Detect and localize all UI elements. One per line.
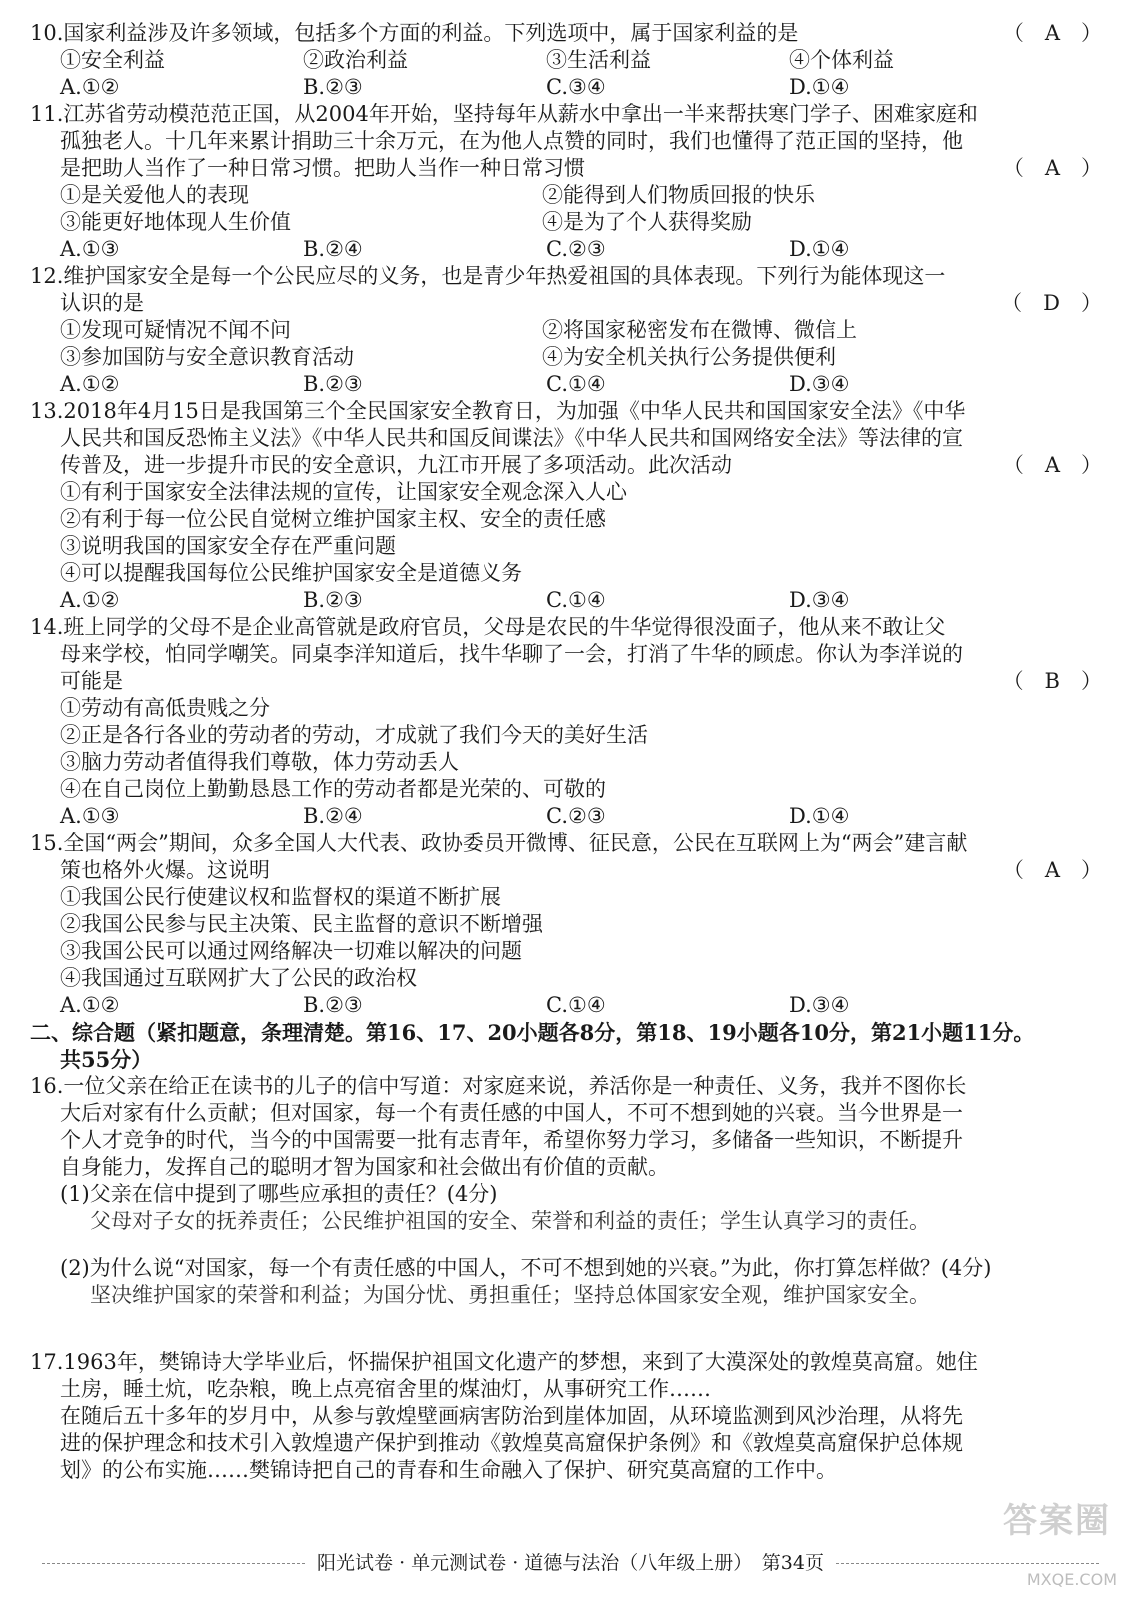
q16-subquestion-1: (1)父亲在信中提到了哪些应承担的责任？(4分) <box>60 1182 498 1206</box>
q11-stem-line-1: 11.江苏省劳动模范范正国，从2004年开始，坚持每年从薪水中拿出一半来帮扶寒门学子、困难家庭和 <box>30 102 978 126</box>
q11-choice-c: C.②③ <box>546 237 606 261</box>
q10-stem <box>30 20 1112 47</box>
spacer <box>30 1235 1112 1255</box>
q14-opt-1: ①劳动有高低贵贱之分 <box>60 696 270 720</box>
q12-opt-2: ②将国家秘密发布在微博、微信上 <box>542 318 857 342</box>
q11-opt-1: ①是关爱他人的表现 <box>60 183 249 207</box>
q11-choice-d: D.①④ <box>789 237 850 261</box>
q11-stem-text: 是把助人当作了一种日常习惯。把助人当作一种日常习惯 <box>60 156 585 180</box>
q11-stem-line-2: 孤独老人。十几年来累计捐助三十余万元，在为他人点赞的同时，我们也懂得了范正国的坚持，他 <box>60 129 963 153</box>
q10-choices <box>30 74 1112 101</box>
q12-opt-4: ④为安全机关执行公务提供便利 <box>542 345 836 369</box>
q14-stem-line-1: 14.班上同学的父母不是企业高管就是政府官员，父母是农民的牛华觉得很没面子，他从来不敢让父 <box>30 615 946 639</box>
q13-opt-1: ①有利于国家安全法律法规的宣传，让国家安全观念深入人心 <box>60 480 627 504</box>
q14-choices <box>30 803 1112 830</box>
q12-stem-text: 认识的是 <box>60 291 144 315</box>
q12-answer: （ D ） <box>1001 291 1102 315</box>
q15-stem-line-1: 15.全国“两会”期间，众多全国人大代表、政协委员开微博、征民意，公民在互联网上为“两会”建言献 <box>30 831 968 855</box>
q15-stem-line-2 <box>30 857 1112 884</box>
q11-choice-b: B.②④ <box>303 237 363 261</box>
q11-choices <box>30 236 1112 263</box>
q13-stem-line-2: 人民共和国反恐怖主义法》《中华人民共和国反间谍法》《中华人民共和国网络安全法》等法律的宣 <box>60 426 963 450</box>
footer-divider-left <box>42 1563 305 1564</box>
q10-opt-3: ③生活利益 <box>546 48 651 72</box>
q13-choice-b: B.②③ <box>303 588 363 612</box>
q17-stem-line-4: 进的保护理念和技术引入敦煌遗产保护到推动《敦煌莫高窟保护条例》和《敦煌莫高窟保护总体规 <box>60 1431 963 1455</box>
q13-choice-c: C.①④ <box>546 588 606 612</box>
section-2-heading: 二、综合题（紧扣题意，条理清楚。第16、17、20小题各8分，第18、19小题各10分，第21小题11分。 <box>30 1020 1035 1045</box>
q10-choice-a: A.①② <box>60 75 120 99</box>
q11-opt-3: ③能更好地体现人生价值 <box>60 210 291 234</box>
q10-choice-c: C.③④ <box>546 75 606 99</box>
q10-opt-4: ④个体利益 <box>789 48 894 72</box>
q17-stem-line-2: 土房，睡土炕，吃杂粮，晚上点亮宿舍里的煤油灯，从事研究工作…… <box>60 1377 711 1401</box>
q10-choice-b: B.②③ <box>303 75 363 99</box>
q14-choice-c: C.②③ <box>546 804 606 828</box>
q12-choice-b: B.②③ <box>303 372 363 396</box>
q14-opt-3: ③脑力劳动者值得我们尊敬，体力劳动丢人 <box>60 750 459 774</box>
q12-opt-3: ③参加国防与安全意识教育活动 <box>60 345 354 369</box>
q13-opt-3: ③说明我国的国家安全存在严重问题 <box>60 534 396 558</box>
q13-choices <box>30 587 1112 614</box>
q16-answer-2: 坚决维护国家的荣誉和利益；为国分忧、勇担重任；坚持总体国家安全观，维护国家安全。 <box>90 1283 930 1307</box>
q17-stem-line-3: 在随后五十多年的岁月中，从参与敦煌壁画病害防治到崖体加固，从环境监测到风沙治理，从将先 <box>60 1404 963 1428</box>
q11-opt-4: ④是为了个人获得奖励 <box>542 210 752 234</box>
q13-stem-line-1: 13.2018年4月15日是我国第三个全民国家安全教育日，为加强《中华人民共和国国家安全法》《中华 <box>30 399 966 423</box>
q14-opt-2: ②正是各行各业的劳动者的劳动，才成就了我们今天的美好生活 <box>60 723 648 747</box>
q14-opt-4: ④在自己岗位上勤勤恳恳工作的劳动者都是光荣的、可敬的 <box>60 777 606 801</box>
spacer <box>30 1309 1112 1329</box>
q15-opt-1: ①我国公民行使建议权和监督权的渠道不断扩展 <box>60 885 501 909</box>
q13-stem-line-3 <box>30 452 1112 479</box>
q11-options-row-2 <box>30 209 1112 236</box>
q12-choices <box>30 371 1112 398</box>
q13-choice-a: A.①② <box>60 588 120 612</box>
q12-stem-line-1: 12.维护国家安全是每一个公民应尽的义务，也是青少年热爱祖国的具体表现。下列行为能体现这一 <box>30 264 946 288</box>
q13-stem-text: 传普及，进一步提升市民的安全意识，九江市开展了多项活动。此次活动 <box>60 453 732 477</box>
q11-choice-a: A.①③ <box>60 237 120 261</box>
q15-choice-b: B.②③ <box>303 993 363 1017</box>
q16-stem-line-2: 大后对家有什么贡献；但对国家，每一个有责任感的中国人，不可不想到她的兴衰。当今世界是一 <box>60 1101 963 1125</box>
q15-choices <box>30 992 1112 1019</box>
q14-stem-line-2: 母来学校，怕同学嘲笑。同桌李洋知道后，找牛华聊了一会，打消了牛华的顾虑。你认为李洋说的 <box>60 642 963 666</box>
q10-answer: （ A ） <box>1002 21 1102 45</box>
q14-choice-b: B.②④ <box>303 804 363 828</box>
q16-stem-line-1: 16.一位父亲在给正在读书的儿子的信中写道：对家庭来说，养活你是一种责任、义务，我并不图你长 <box>30 1074 967 1098</box>
q12-choice-d: D.③④ <box>789 372 850 396</box>
q15-choice-a: A.①② <box>60 993 120 1017</box>
footer-divider-right <box>836 1563 1099 1564</box>
q15-opt-2: ②我国公民参与民主决策、民主监督的意识不断增强 <box>60 912 543 936</box>
q12-stem-line-2 <box>30 290 1112 317</box>
footer-text: 阳光试卷 · 单元测试卷 · 道德与法治（八年级上册） 第34页 <box>317 1551 824 1574</box>
q12-options-row-1 <box>30 317 1112 344</box>
q13-opt-2: ②有利于每一位公民自觉树立维护国家主权、安全的责任感 <box>60 507 606 531</box>
q17-stem-line-5: 划》的公布实施……樊锦诗把自己的青春和生命融入了保护、研究莫高窟的工作中。 <box>60 1458 837 1482</box>
q17-stem-line-1: 17.1963年，樊锦诗大学毕业后，怀揣保护祖国文化遗产的梦想，来到了大漠深处的敦煌莫高窟。她住 <box>30 1350 978 1374</box>
q15-choice-c: C.①④ <box>546 993 606 1017</box>
q16-stem-line-4: 自身能力，发挥自己的聪明才智为国家和社会做出有价值的贡献。 <box>60 1155 669 1179</box>
q14-stem-line-3 <box>30 668 1112 695</box>
q10-choice-d: D.①④ <box>789 75 850 99</box>
q14-stem-text: 可能是 <box>60 669 123 693</box>
q16-answer-1: 父母对子女的抚养责任；公民维护祖国的安全、荣誉和利益的责任；学生认真学习的责任。 <box>90 1209 930 1233</box>
q11-answer: （ A ） <box>1002 156 1102 180</box>
q14-choice-d: D.①④ <box>789 804 850 828</box>
q10-options <box>30 47 1112 74</box>
q12-opt-1: ①发现可疑情况不闻不问 <box>60 318 291 342</box>
q10-opt-2: ②政治利益 <box>303 48 408 72</box>
page-footer <box>30 1548 1111 1578</box>
q10-opt-1: ①安全利益 <box>60 48 165 72</box>
q15-choice-d: D.③④ <box>789 993 850 1017</box>
q14-answer: （ B ） <box>1002 669 1102 693</box>
q12-choice-c: C.①④ <box>546 372 606 396</box>
q11-stem-line-3 <box>30 155 1112 182</box>
q16-subquestion-2: (2)为什么说“对国家，每一个有责任感的中国人，不可不想到她的兴衰。”为此，你打算怎样做？(4分) <box>60 1256 992 1280</box>
section-2-heading-cont: 共55分） <box>60 1047 153 1072</box>
exam-page <box>30 20 1112 1484</box>
q13-opt-4: ④可以提醒我国每位公民维护国家安全是道德义务 <box>60 561 522 585</box>
q14-choice-a: A.①③ <box>60 804 120 828</box>
q10-stem-text: 10.国家利益涉及许多领域，包括多个方面的利益。下列选项中，属于国家利益的是 <box>30 21 799 45</box>
watermark-logo: 答案圈 <box>1003 1501 1111 1541</box>
q12-options-row-2 <box>30 344 1112 371</box>
q12-choice-a: A.①② <box>60 372 120 396</box>
q13-answer: （ A ） <box>1002 453 1102 477</box>
q13-choice-d: D.③④ <box>789 588 850 612</box>
q15-opt-3: ③我国公民可以通过网络解决一切难以解决的问题 <box>60 939 522 963</box>
watermark-url: MXQE.COM <box>1026 1570 1117 1589</box>
q15-stem-text: 策也格外火爆。这说明 <box>60 858 270 882</box>
q11-options-row-1 <box>30 182 1112 209</box>
q15-answer: （ A ） <box>1002 858 1102 882</box>
q11-opt-2: ②能得到人们物质回报的快乐 <box>542 183 815 207</box>
spacer <box>30 1329 1112 1349</box>
q16-stem-line-3: 个人才竞争的时代，当今的中国需要一批有志青年，希望你努力学习，多储备一些知识，不断提升 <box>60 1128 963 1152</box>
q15-opt-4: ④我国通过互联网扩大了公民的政治权 <box>60 966 417 990</box>
